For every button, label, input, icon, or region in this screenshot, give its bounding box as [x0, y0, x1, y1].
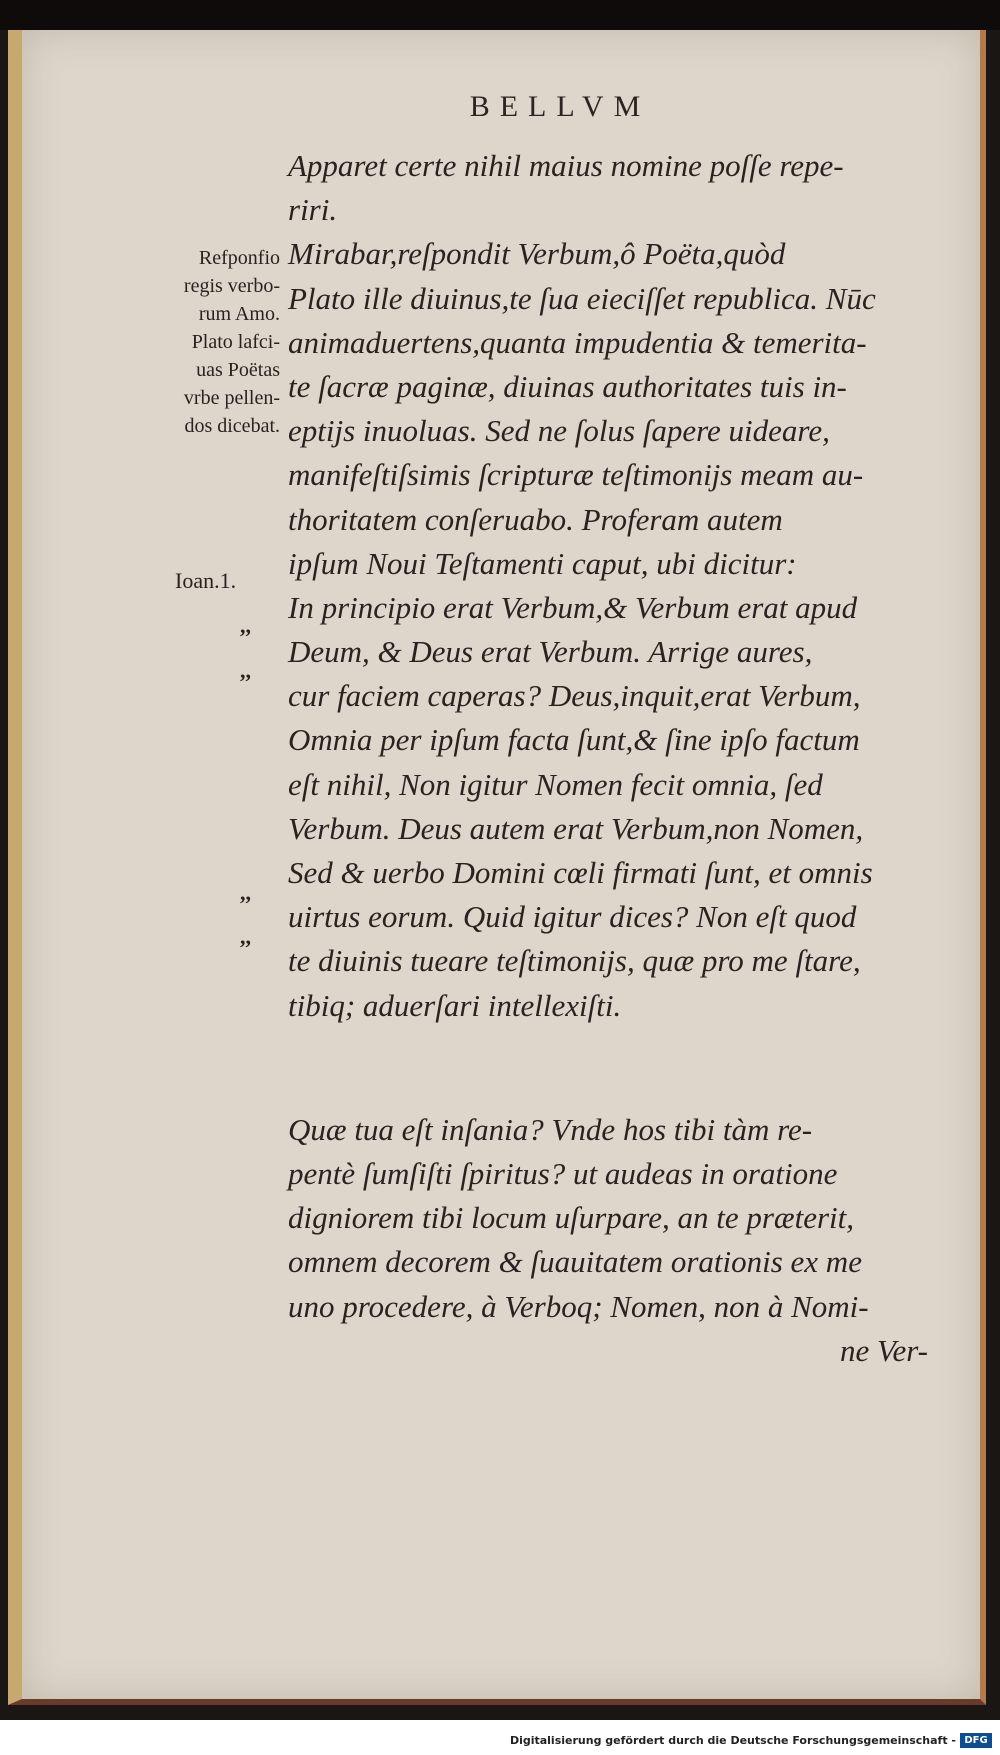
text-line: tibiq; aduerſari intellexiſti. [288, 987, 622, 1023]
top-border [0, 0, 1000, 30]
quote-marker: ,, [240, 880, 251, 905]
text-line: digniorem tibi locum uſurpare, an te præterit, [288, 1200, 855, 1236]
margin-notes [130, 244, 280, 440]
quote-marker: ,, [240, 924, 251, 949]
margin-note: vrbe pellen- [183, 387, 280, 409]
text-line: riri. [288, 192, 338, 228]
margin-reference: Ioan.1. [175, 568, 237, 593]
text-line: Quæ tua eſt inſania? Vnde hos tibi tàm re- [288, 1111, 813, 1147]
text-line: pentè ſumſiſti ſpiritus? ut audeas in oratione [288, 1155, 838, 1191]
margin-note: uas Poëtas [196, 359, 280, 381]
margin-note: Plato lafci- [191, 331, 280, 353]
margin-note: rum Amo. [198, 303, 280, 325]
body-text [288, 144, 948, 1373]
text-line: omnem decorem & ſuauitatem orationis ex me [288, 1244, 862, 1280]
paragraph-gap [288, 1028, 948, 1108]
margin-note: dos dicebat. [184, 415, 280, 437]
text-line: animaduertens,quanta impudentia & temerita- [288, 324, 867, 360]
text-line: manifeſtiſsimis ſcripturæ teſtimonijs meam au- [288, 457, 864, 493]
text-line: In principio erat Verbum,& Verbum erat apud [288, 589, 858, 625]
text-line: uno procedere, à Verboq; Nomen, non à Nomi- [288, 1288, 869, 1324]
text-line: eptijs inuoluas. Sed ne ſolus ſapere uideare, [288, 413, 830, 449]
text-line: eſt nihil, Non igitur Nomen fecit omnia, ſed [288, 766, 823, 802]
text-line: uirtus eorum. Quid igitur dices? Non eſt quod [288, 899, 857, 935]
text-line: Deum, & Deus erat Verbum. Arrige aures, [288, 634, 813, 670]
text-line: ipſum Noui Teſtamenti caput, ubi dicitur: [288, 545, 797, 581]
text-line: thoritatem conſeruabo. Proferam autem [288, 501, 783, 537]
text-line: cur faciem caperas? Deus,inquit,erat Verbum, [288, 678, 861, 714]
quote-marker: ,, [240, 658, 251, 683]
text-line: Omnia per ipſum facta ſunt,& ſine ipſo factum [288, 722, 860, 758]
dfg-logo-icon: DFG [960, 1733, 992, 1748]
margin-note: regis verbo- [183, 275, 280, 297]
text-line: te ſacræ paginæ, diuinas authoritates tuis in- [288, 368, 847, 404]
catchword: ne Ver- [839, 1332, 928, 1368]
margin-note: Refponfio [198, 247, 280, 269]
text-line: te diuinis tueare teſtimonijs, quæ pro me ſtare, [288, 943, 861, 979]
text-line: Sed & uerbo Domini cœli firmati ſunt, et omnis [288, 855, 873, 890]
text-line: Apparet certe nihil maius nomine poſſe repe- [288, 148, 844, 183]
text-line: Mirabar,reſpondit Verbum,ô Poëta,quòd [288, 236, 786, 272]
funding-notice: Digitalisierung gefördert durch die Deutsche Forschungsgemeinschaft - [509, 1734, 956, 1747]
text-line: Verbum. Deus autem erat Verbum,non Nomen, [288, 810, 864, 846]
quote-marker: ,, [240, 613, 251, 638]
text-line: Plato ille diuinus,te ſua eieciſſet republica. Nūc [288, 280, 876, 316]
running-header: BELLVM [469, 90, 651, 123]
